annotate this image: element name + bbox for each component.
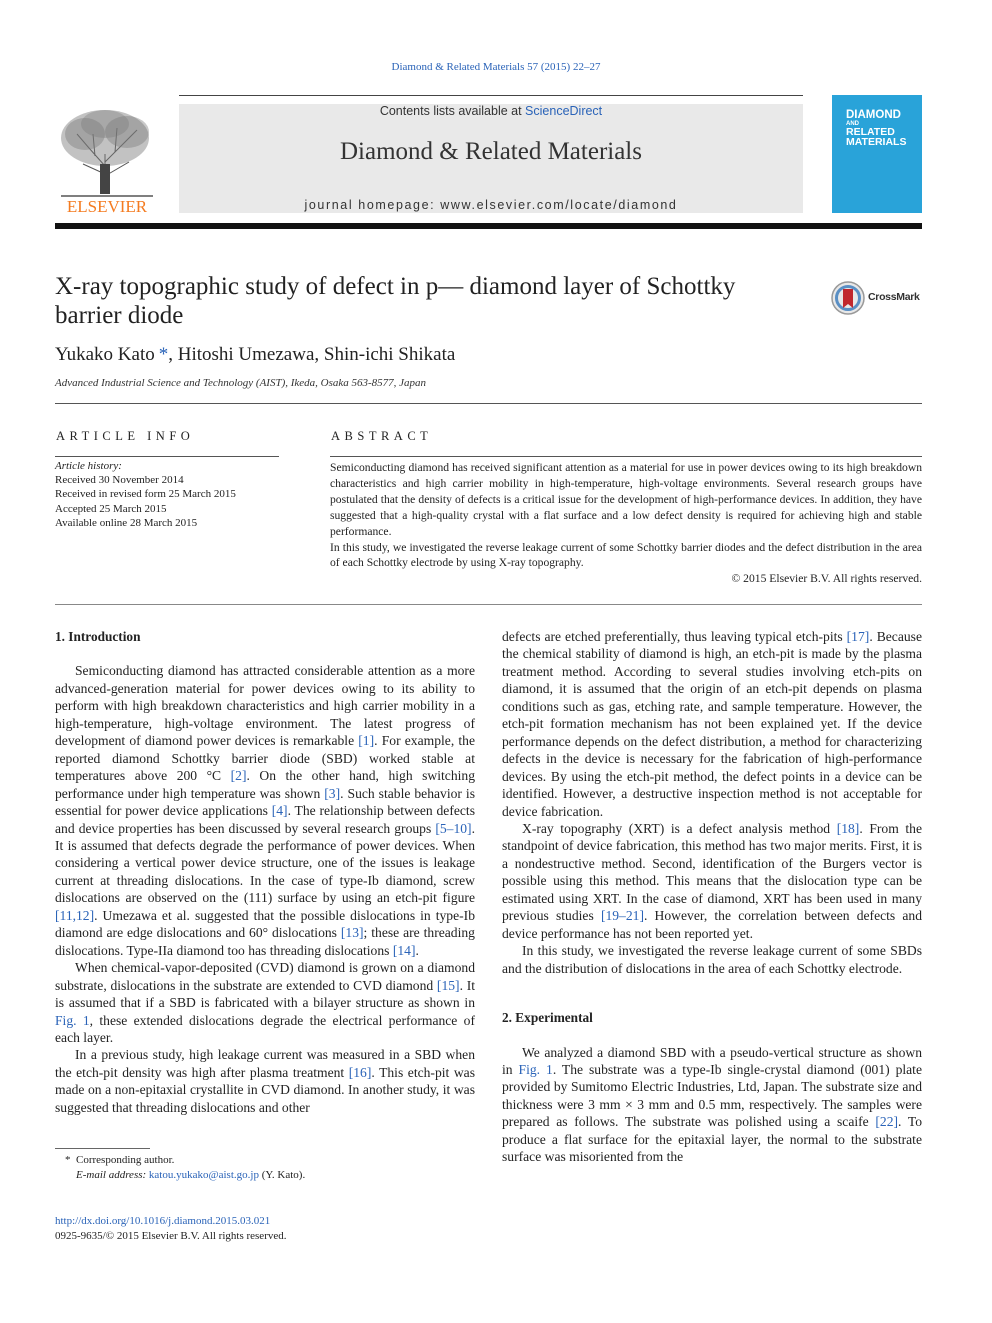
sciencedirect-link[interactable]: ScienceDirect [525, 104, 603, 118]
article-info-heading: ARTICLE INFO [56, 429, 195, 443]
body-text: . The substrate was a type-Ib single-crystal diamond (001) plate provided by Sumitomo Electric Industries, Ltd, Japan. The substrate size and thickness were 3 mm × 3 mm and 0.5 mm, respectively. The samples were prepared as follows. The substrate was polished using a scaife [502, 1061, 922, 1130]
reference-link[interactable]: [22] [875, 1114, 899, 1130]
body-paragraph [55, 959, 475, 1046]
reference-link[interactable]: [5–10] [435, 820, 472, 836]
abstract-copyright: © 2015 Elsevier B.V. All rights reserved. [731, 572, 922, 586]
contents-prefix: Contents lists available at [379, 104, 526, 118]
body-text: Semiconducting diamond has attracted considerable attention as a more advanced-generation material for power devices owing to its ability to perform with high breakdown characteristics and high carrier mobility in a high-temperature, high-voltage environment. The latest progress of development of diamond power devices is remarkable [55, 663, 475, 749]
contents-line [179, 104, 803, 118]
abstract-heading: ABSTRACT [331, 429, 433, 443]
footnote-rule [55, 1148, 150, 1149]
article-info-rule [55, 456, 279, 457]
cover-line: RELATED [846, 125, 895, 138]
body-text: . The relationship between defects and device properties has been discussed by several research groups [55, 803, 475, 836]
body-text: . It is assumed that if a SBD is fabricated with a bilayer structure as shown in [55, 977, 476, 1011]
body-text: In a previous study, high leakage current was measured in a SBD when the etch-pit density was high after plasma treatment [55, 1047, 475, 1080]
author-list [55, 344, 455, 366]
cover-line: AND [846, 120, 859, 127]
body-text: . However, the correlation between defects and device performance has not been reported yet. [502, 908, 923, 941]
section-heading-introduction: 1. Introduction [55, 629, 141, 644]
body-text: . Umezawa et al. suggested that the possible dislocations in type-Ib diamond are edge dislocations and 60° dislocations [55, 907, 475, 941]
abstract-paragraph: Semiconducting diamond has received significant attention as a material for use in power devices owing to its high breakdown characteristics and high carrier mobility in high-temperature, high-voltage environments. Several research groups have postulated that the density of defects is a critical issue for the development of high-performance devices. In addition, they have suggested that a high-quality crystal with a flat surface and a low defect density is required for achieving high and stable performance. [330, 461, 922, 538]
body-text: . On the other hand, high switching performance under high temperature was shown [55, 768, 475, 801]
section-heading-experimental: 2. Experimental [502, 1010, 593, 1026]
footnote-email [55, 1168, 475, 1183]
reference-link[interactable]: [17] [846, 629, 870, 644]
body-paragraph [502, 1044, 922, 1166]
header-top-rule [179, 95, 803, 96]
elsevier-wordmark: ELSEVIER [66, 197, 148, 216]
body-text: . Such stable behavior is essential for power device applications [55, 785, 475, 819]
body-paragraph [502, 942, 922, 977]
author-others: , Hitoshi Umezawa, Shin-ichi Shikata [168, 344, 456, 365]
body-text: . [415, 942, 419, 958]
reference-link[interactable]: [3] [324, 785, 341, 801]
bottom-info [55, 1214, 287, 1244]
body-text: . To produce a flat surface for the epitaxial layer, the normal to the substrate surface was misoriented from the [502, 1114, 923, 1165]
reference-link[interactable]: Fig. 1 [518, 1061, 553, 1077]
reference-link[interactable]: [19–21] [600, 908, 644, 924]
history-item: Available online 28 March 2015 [55, 516, 198, 529]
body-text: When chemical-vapor-deposited (CVD) diamond is grown on a diamond substrate, dislocations in the substrate are extended to CVD diamond [55, 960, 475, 993]
body-paragraph [502, 628, 922, 820]
history-label: Article history: [55, 460, 122, 472]
crossmark-icon [830, 280, 866, 316]
history-item: Received in revised form 25 March 2015 [55, 488, 236, 501]
abstract-body [330, 460, 922, 587]
reference-link[interactable]: [16] [348, 1064, 372, 1080]
history-item: Received 30 November 2014 [55, 474, 184, 487]
cover-title [846, 110, 906, 148]
journal-homepage[interactable]: journal homepage: www.elsevier.com/locate/diamond [304, 198, 678, 212]
body-text: In this study, we investigated the reverse leakage current of some SBDs and the distribution of dislocations in the area of each Schottky electrode. [502, 943, 922, 976]
abstract-paragraph: In this study, we investigated the reverse leakage current of some Schottky barrier diodes and the defect distribution in the area of each Schottky electrode by using X-ray topography. [330, 540, 922, 570]
corresponding-author-mark[interactable]: * [158, 344, 169, 365]
cover-line: MATERIALS [846, 136, 907, 148]
reference-link[interactable]: [11,12] [55, 907, 95, 923]
reference-link[interactable]: [15] [436, 977, 460, 993]
body-text: defects are etched preferentially, thus leaving typical etch-pits [502, 629, 847, 644]
body-text: . Because the chemical stability of diamond is high, an etch-pit is made by the plasma treatment method. According to several studies involving etch-pits on diamond, it is assumed that the origin of an etch-pit depends on plasma conditions such as gas, etching rate, and sample temperature. However, the etch-pit formation mechanism has not been explained yet. If the device performance depends on the defect distribution, a method for characterizing defects in the device is necessary for the fabrication of high-performance devices. By using the etch-pit method, the defect points in a device can be identified. However, a destructive inspection method is not acceptable for device fabrication. [502, 629, 922, 819]
footnote-mark: * [65, 1154, 71, 1166]
elsevier-logo[interactable] [55, 104, 159, 216]
reference-link[interactable]: [1] [358, 733, 375, 749]
affiliation: Advanced Industrial Science and Technology (AIST), Ikeda, Osaka 563-8577, Japan [55, 377, 427, 389]
reference-link[interactable]: [4] [271, 803, 288, 819]
abstract-rule [330, 456, 922, 457]
elsevier-tree-icon [55, 104, 159, 216]
body-text: X-ray topography (XRT) is a defect analysis method [522, 820, 837, 836]
header-rule [55, 223, 922, 229]
right-column [502, 628, 922, 1166]
crossmark-badge[interactable] [830, 280, 930, 316]
article-title: X-ray topographic study of defect in p— diamond layer of Schottky barrier diode [55, 273, 736, 329]
body-text: . For example, the reported diamond Schottky barrier diode (SBD) worked stable at temperatures above 200 °C [55, 733, 476, 784]
reference-link[interactable]: Fig. 1 [55, 1012, 90, 1028]
reference-link[interactable]: [13] [340, 925, 364, 941]
title-rule [55, 403, 922, 404]
crossmark-label: CrossMark [868, 291, 920, 303]
footnote [55, 1153, 475, 1183]
left-column [55, 628, 475, 1116]
body-text: . It is assumed that defects degrade the performance of power devices. When considering a vertical power device structure, one of the issues is leakage current at threading dislocations. In the case of type-Ib diamond, screw dislocations are observed on the (111) surface by using an etch-pit figure [55, 820, 475, 906]
doi-link[interactable]: http://dx.doi.org/10.1016/j.diamond.2015.03.021 [55, 1215, 271, 1227]
author-first: Yukako Kato [55, 344, 155, 365]
body-paragraph [502, 820, 922, 942]
body-text: ; these are threading dislocations. Type-IIa diamond too has threading dislocations [55, 925, 475, 958]
body-paragraph [55, 662, 475, 959]
body-text: , these extended dislocations degrade the electrical performance of each layer. [55, 1012, 475, 1045]
body-text: . This etch-pit was made on a non-epitaxial crystallite in CVD diamond. In another study, it was suggested that threading dislocations and other [55, 1064, 475, 1115]
corresponding-label: Corresponding author. [76, 1154, 175, 1166]
body-text: We analyzed a diamond SBD with a pseudo-vertical structure as shown in [502, 1044, 922, 1077]
reference-link[interactable]: [2] [230, 768, 247, 784]
email-link[interactable]: katou.yukako@aist.go.jp [148, 1169, 259, 1181]
cover-line: DIAMOND [846, 109, 901, 121]
issn-copyright: 0925-9635/© 2015 Elsevier B.V. All rights reserved. [55, 1230, 287, 1242]
reference-link[interactable]: [14] [392, 942, 416, 958]
reference-link[interactable]: [18] [836, 820, 860, 836]
history-item: Accepted 25 March 2015 [55, 502, 167, 515]
body-text: . From the standpoint of device fabrication, this method has two major merits. First, it is a nondestructive method. Second, identification of the Burgers vector is possible using this method. This means that the dislocation type can be estimated using XRT. In the case of diamond, XRT has been used in many previous studies [502, 820, 922, 924]
journal-cover[interactable] [832, 95, 922, 213]
abstract-bottom-rule [55, 604, 922, 605]
email-label: E-mail address: [76, 1169, 149, 1181]
email-suffix: (Y. Kato). [258, 1169, 306, 1181]
article-history [55, 459, 279, 530]
footnote-corresponding [55, 1153, 475, 1168]
journal-title: Diamond & Related Materials [339, 138, 642, 165]
journal-citation[interactable]: Diamond & Related Materials 57 (2015) 22–27 [391, 61, 601, 73]
body-paragraph [55, 1046, 475, 1116]
